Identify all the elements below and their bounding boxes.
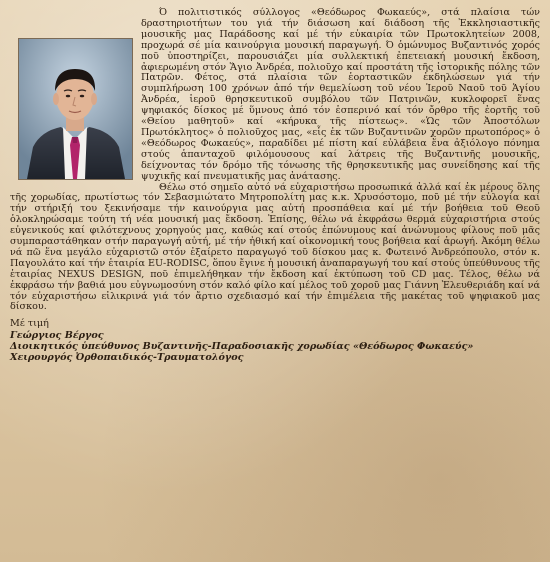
author-portrait-photo bbox=[18, 38, 133, 180]
letter-paragraph-1: Ό πολιτιστικός σύλλογος «Θεόδωρος Φωκαεύς», στά πλαίσια τών δραστηριοτήτων του γιά τήν διάσωση καί διάδοση τῆς Ἐκκλησιαστικῆς μουσικῆς μας Παράδοσης καί μέ τήν εὐκαιρία τῶν Πρωτοκλητείων 2008, προχωρά σέ μία καινούργια μουσική παραγωγή. Ό ὁμώνυμος Βυζαντινός χορός ποῦ ὑποστηρίζει, παρουσιάζει μία συλλεκτική ἐπετειακή μουσική ἔκδοση, ἀφιερωμένη στόν Ἅγιο Ἀνδρέα, πολιοῦχο καί προστάτη τῆς ἱστορικῆς πόλης τῶν Πατρῶν. Φέτος, στά πλαίσια τῶν ἑορταστικῶν ἐκδηλώσεων γιά τήν συμπλήρωση 100 χρόνων ἀπό τήν θεμελίωση τοῦ νέου Ἱεροῦ Ναοῦ τοῦ Ἁγίου Ἀνδρέα, ἱεροῦ θρησκευτικοῦ συμβόλου τῶν Πατρινῶν, κυκλοφορεῖ ἕνας ψηφιακός δίσκος μέ ὕμνους ἀπό τόν ἑσπερινό καί τόν ὄρθρο τῆς ἑορτῆς τοῦ «Θείου μαθητοῦ» καί «κήρυκα τῆς πίστεως». «Ὡς τῶν Ἀποστόλων Πρωτόκλητος» ὁ πολιοῦχος μας, «εἷς ἐκ τῶν Βυζαντινῶν χορῶν πρωτοπόρος» ὁ «Θεόδωρος Φωκαεύς», παραδίδει μέ πίστη καί εὐλάβεια ἕνα ἀξιόλογο πόνημα στούς ἁπανταχοῦ φιλόμουσους καί λάτρεις τῆς Βυζαντινῆς μουσικῆς, δείχνοντας τόν δρόμο τῆς τόνωσης τῆς θρησκευτικῆς μας συνείδησης καί τῆς ψυχικῆς καί πνευματικῆς μας ἀνάτασης. bbox=[141, 7, 540, 182]
closing-greeting: Μέ τιμή bbox=[10, 318, 49, 330]
signatory-role-choir: Διοικητικός ὑπεύθυνος Βυζαντινῆς-Παραδοσιακῆς χορωδίας «Θεόδωρος Φωκαεύς» bbox=[10, 341, 474, 353]
letter-paragraph-2: Θέλω στό σημεῖο αὐτό νά εὐχαριστήσω προσωπικά ἀλλά καί ἐκ μέρους ὅλης τῆς χορωδίας, πρωτίστως τόν Σεβασμιώτατο Μητροπολίτη μας κ.κ. Χρυσόστομο, ποῦ μέ τήν εὐλογία καί τήν στήριξή του ξεκινήσαμε τήν καινούργια μας αὐτή προσπάθεια καί μέ τήν βοήθεια τοῦ Θεοῦ ὁλοκληρώσαμε τούτη τή νέα μουσική μας ἔκδοση. Ἐπίσης, θέλω νά ἐκφράσω θερμά εὐχαριστήρια στούς εὐγενικούς καί φιλότεχνους χορηγούς μας, καθώς καί στούς ἐπώνυμους καί ἀνώνυμους φίλους ποῦ μᾶς συμπαραστάθηκαν στήν παραγωγή αὐτή, μέ τήν ἠθική καί οἰκονομική τους βοήθεια καί ἀρωγή. Ἀκόμη θέλω νά πῶ ἕνα μεγάλο εὐχαριστῶ στόν ἐξαίρετο παραγωγό τοῦ δίσκου μας κ. Φωτεινό Ἀνδρεόπουλο, στόν κ. Παγουλάτο καί τήν ἑταιρία EU-RODISC, ὅπου ἔγινε ἡ μουσική ἀναπαραγωγή του καί στούς ὑπεύθυνους τῆς ἑταιρίας NEXUS DESIGN, ποῦ ἐπιμελήθηκαν τήν ἔκδοση καί ἐκτύπωση τοῦ CD μας. Τέλος, θέλω νά ἐκφράσω τήν βαθιά μου εὐγνωμοσύνη στόν καλό φίλο καί μέλος τοῦ χοροῦ μας Γιάννη Ἐλευθεριάδη καί νά τόν εὐχαριστήσω εἰλικρινά γιά τόν ἄρτιο σχεδιασμό καί τήν ἐπιμέλεια τῆς μακέτας τοῦ ψηφιακοῦ μας δίσκου. bbox=[10, 181, 540, 313]
signatory-name: Γεώργιος Βέργος bbox=[10, 330, 104, 342]
signatory-role-profession: Χειρουργός Ὀρθοπαιδικός-Τραυματολόγος bbox=[10, 352, 244, 364]
letter-closing bbox=[10, 318, 540, 363]
